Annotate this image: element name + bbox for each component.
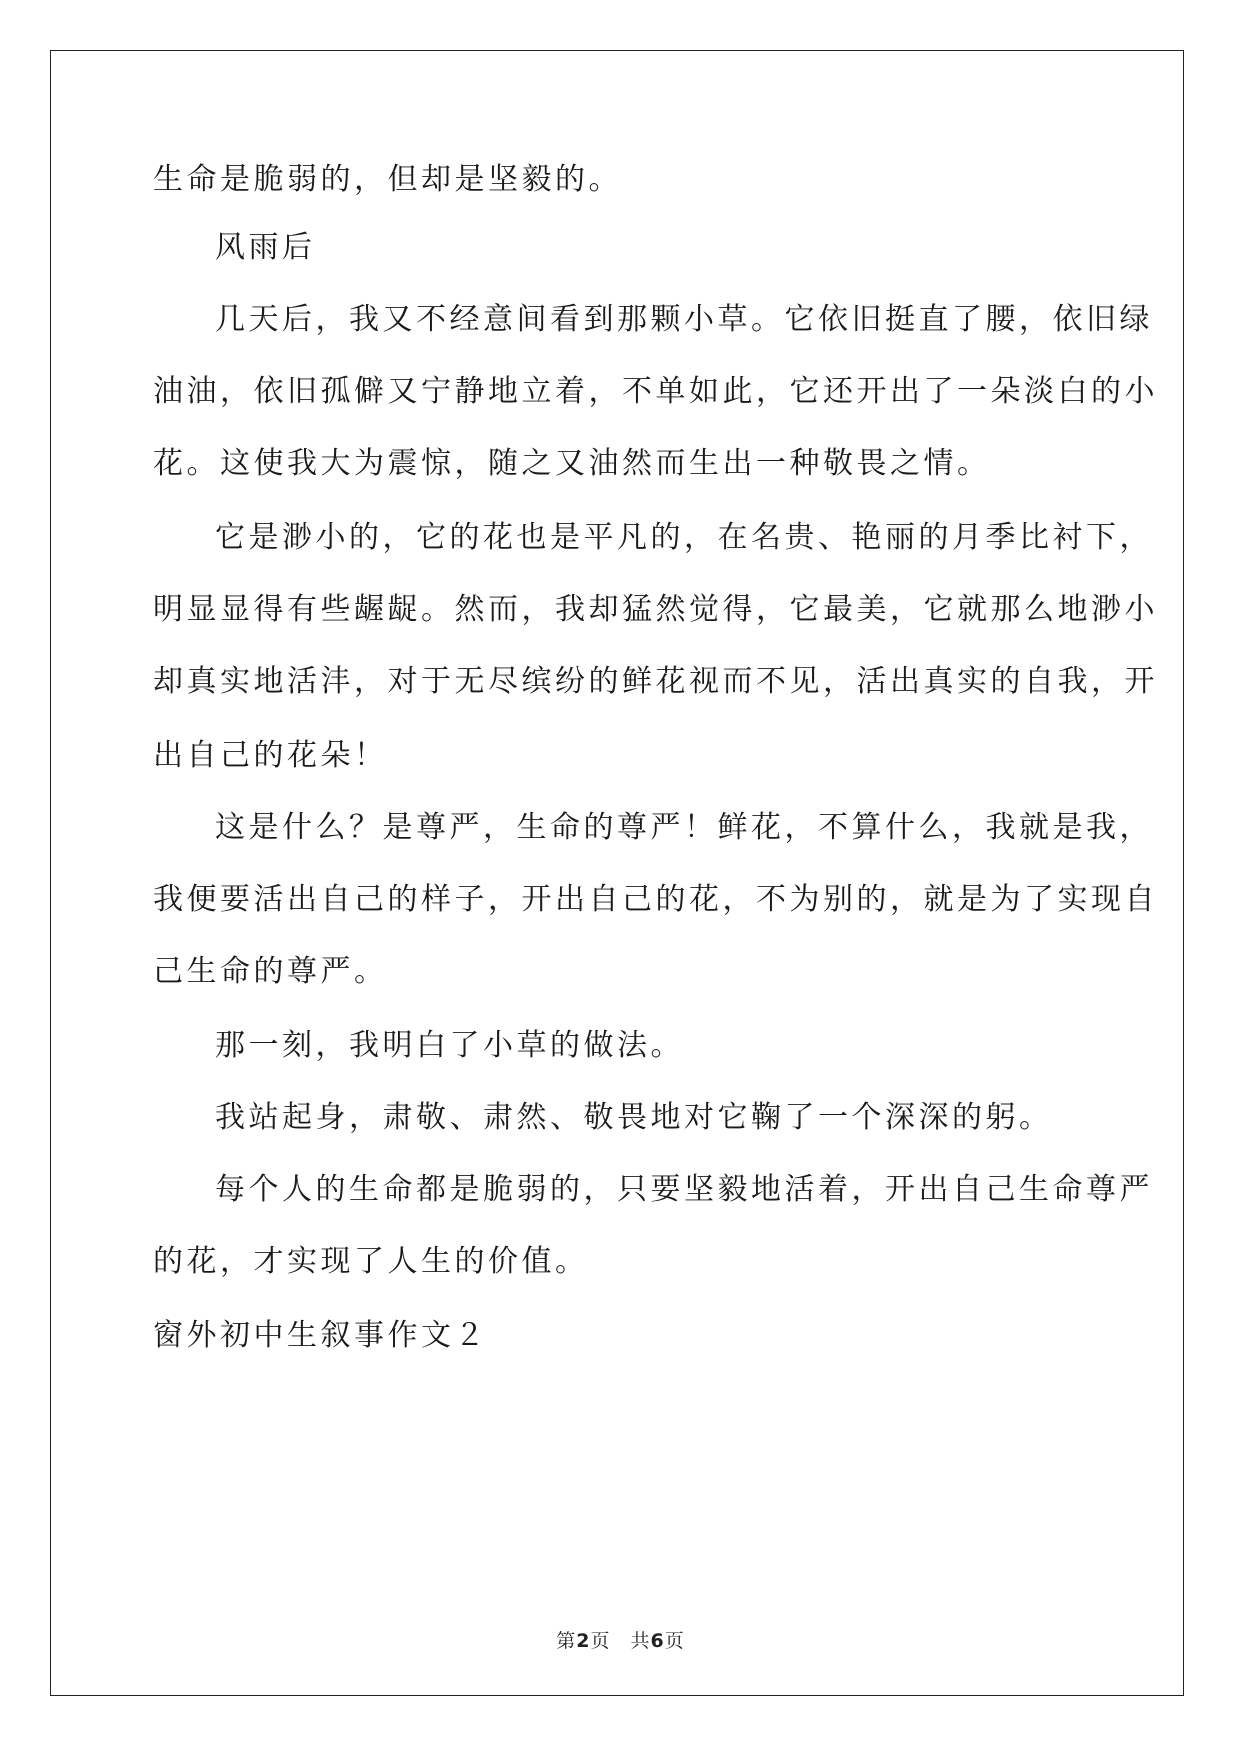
paragraph-line: 出自己的花朵！ [153,738,388,773]
section-heading: 风雨后 [215,230,316,265]
paragraph-line: 我站起身，肃敬、肃然、敬畏地对它鞠了一个深深的躬。 [215,1100,1053,1135]
page-border [50,50,1184,1696]
footer-prefix: 第 [556,1630,577,1652]
current-page-number: 2 [576,1630,591,1652]
paragraph-line: 油油，依旧孤僻又宁静地立着，不单如此，它还开出了一朵淡白的小 [153,374,1158,409]
paragraph-line: 几天后，我又不经意间看到那颗小草。它依旧挺直了腰，依旧绿 [215,302,1153,337]
paragraph-line: 生命是脆弱的，但却是坚毅的。 [153,162,622,197]
paragraph-line: 的花，才实现了人生的价值。 [153,1244,589,1279]
paragraph-line: 却真实地活沣，对于无尽缤纷的鲜花视而不见，活出真实的自我，开 [153,664,1158,699]
paragraph-line: 那一刻，我明白了小草的做法。 [215,1028,684,1063]
paragraph-line: 这是什么？是尊严，生命的尊严！鲜花，不算什么，我就是我， [215,810,1153,845]
paragraph-line: 我便要活出自己的样子，开出自己的花，不为别的，就是为了实现自 [153,882,1158,917]
paragraph-line: 己生命的尊严。 [153,954,388,989]
paragraph-line: 明显显得有些龌龊。然而，我却猛然觉得，它最美，它就那么地渺小 [153,592,1158,627]
footer-suffix: 页 [664,1630,685,1652]
paragraph-line: 它是渺小的，它的花也是平凡的，在名贵、艳丽的月季比衬下， [215,520,1153,555]
paragraph-line: 花。这使我大为震惊，随之又油然而生出一种敬畏之情。 [153,446,991,481]
essay-title: 窗外初中生叙事作文２ [153,1318,488,1353]
footer-middle: 页 共 [590,1630,651,1652]
total-page-number: 6 [650,1630,665,1652]
paragraph-line: 每个人的生命都是脆弱的，只要坚毅地活着，开出自己生命尊严 [215,1172,1153,1207]
page-footer [0,1626,1241,1653]
